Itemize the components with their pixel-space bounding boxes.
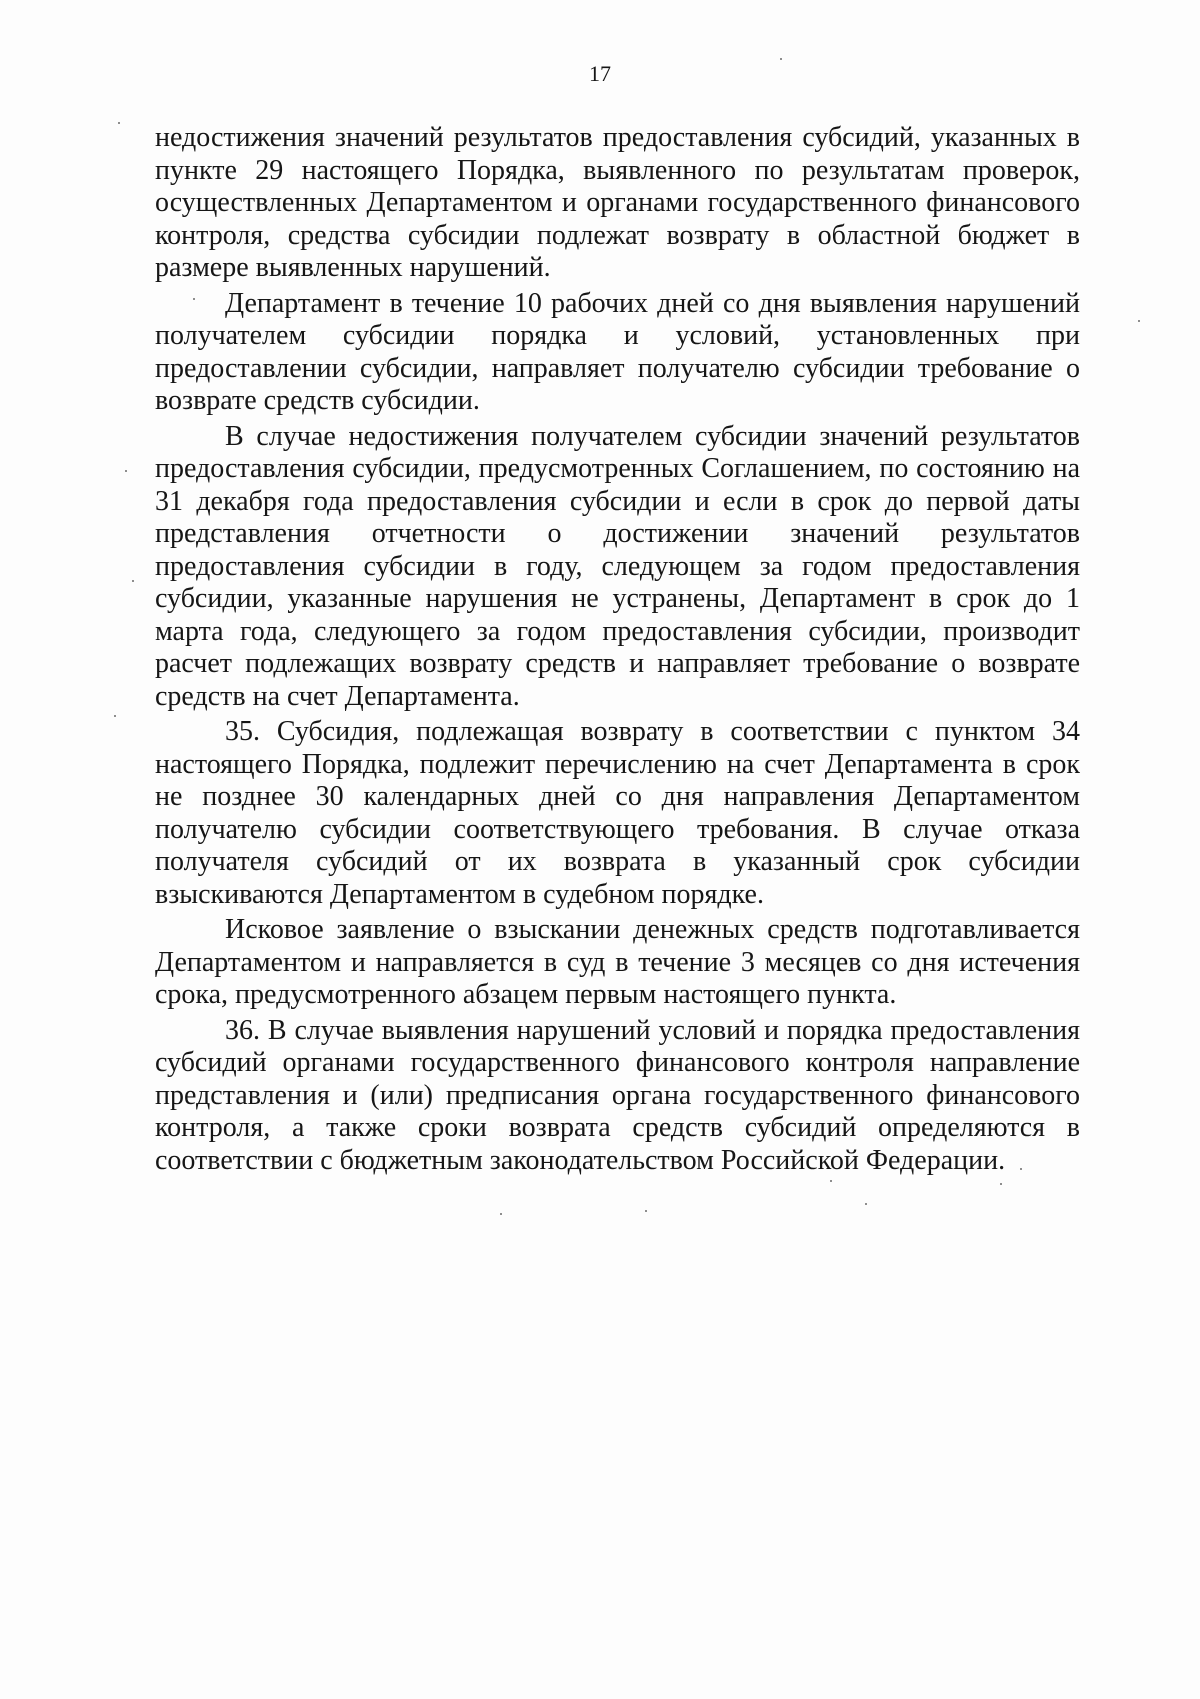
scan-speck (118, 122, 120, 124)
scan-speck (1138, 320, 1140, 322)
scan-speck (830, 1180, 832, 1182)
scan-speck (132, 580, 134, 582)
scan-speck (114, 715, 116, 717)
paragraph-item-35: 35. Субсидия, подлежащая возврату в соответствии с пунктом 34 настоящего Порядка, подлежит перечислению на счет Департамента в срок не позднее 30 календарных дней со дня направления Департаментом получателю субсидии соответствующего требования. В случае отказа получателя субсидий от их возврата в указанный срок субсидии взыскиваются Департаментом в судебном порядке. (155, 716, 1080, 910)
document-body (155, 122, 1080, 1177)
page-number: 17 (589, 61, 611, 86)
scan-speck (125, 470, 127, 472)
scan-speck (1020, 1168, 1022, 1170)
scan-speck (780, 58, 782, 60)
scan-speck (500, 1213, 502, 1215)
scan-speck (193, 298, 195, 300)
paragraph-department-notice: Департамент в течение 10 рабочих дней со дня выявления нарушений получателем субсидии порядка и условий, установленных при предоставлении субсидии, направляет получателю субсидии требование о возврате средств субсидии. (155, 287, 1080, 416)
scan-speck (645, 1210, 647, 1212)
paragraph-claim-statement: Исковое заявление о взыскании денежных средств подготавливается Департаментом и направляется в суд в течение 3 месяцев со дня истечения срока, предусмотренного абзацем первым настоящего пункта. (155, 914, 1080, 1010)
paragraph-continuation: недостижения значений результатов предоставления субсидий, указанных в пункте 29 настоящего Порядка, выявленного по результатам проверок, осуществленных Департаментом и органами государственного финансового контроля, средства субсидии подлежат возврату в областной бюджет в размере выявленных нарушений. (155, 122, 1080, 283)
paragraph-non-achievement: В случае недостижения получателем субсидии значений результатов предоставления субсидии, предусмотренных Соглашением, по состоянию на 31 декабря года предоставления субсидии и если в срок до первой даты представления отчетности о достижении значений результатов предоставления субсидии в году, следующем за годом предоставления субсидии, указанные нарушения не устранены, Департамент в срок до 1 марта года, следующего за годом предоставления субсидии, производит расчет подлежащих возврату средств и направляет требование о возврате средств на счет Департамента. (155, 420, 1080, 712)
scan-speck (1000, 1183, 1002, 1185)
paragraph-item-36: 36. В случае выявления нарушений условий и порядка предоставления субсидий органами государственного финансового контроля направление представления и (или) предписания органа государственного финансового контроля, а также сроки возврата средств субсидий определяются в соответствии с бюджетным законодательством Российской Федерации. (155, 1014, 1080, 1176)
scan-speck (865, 1203, 867, 1205)
